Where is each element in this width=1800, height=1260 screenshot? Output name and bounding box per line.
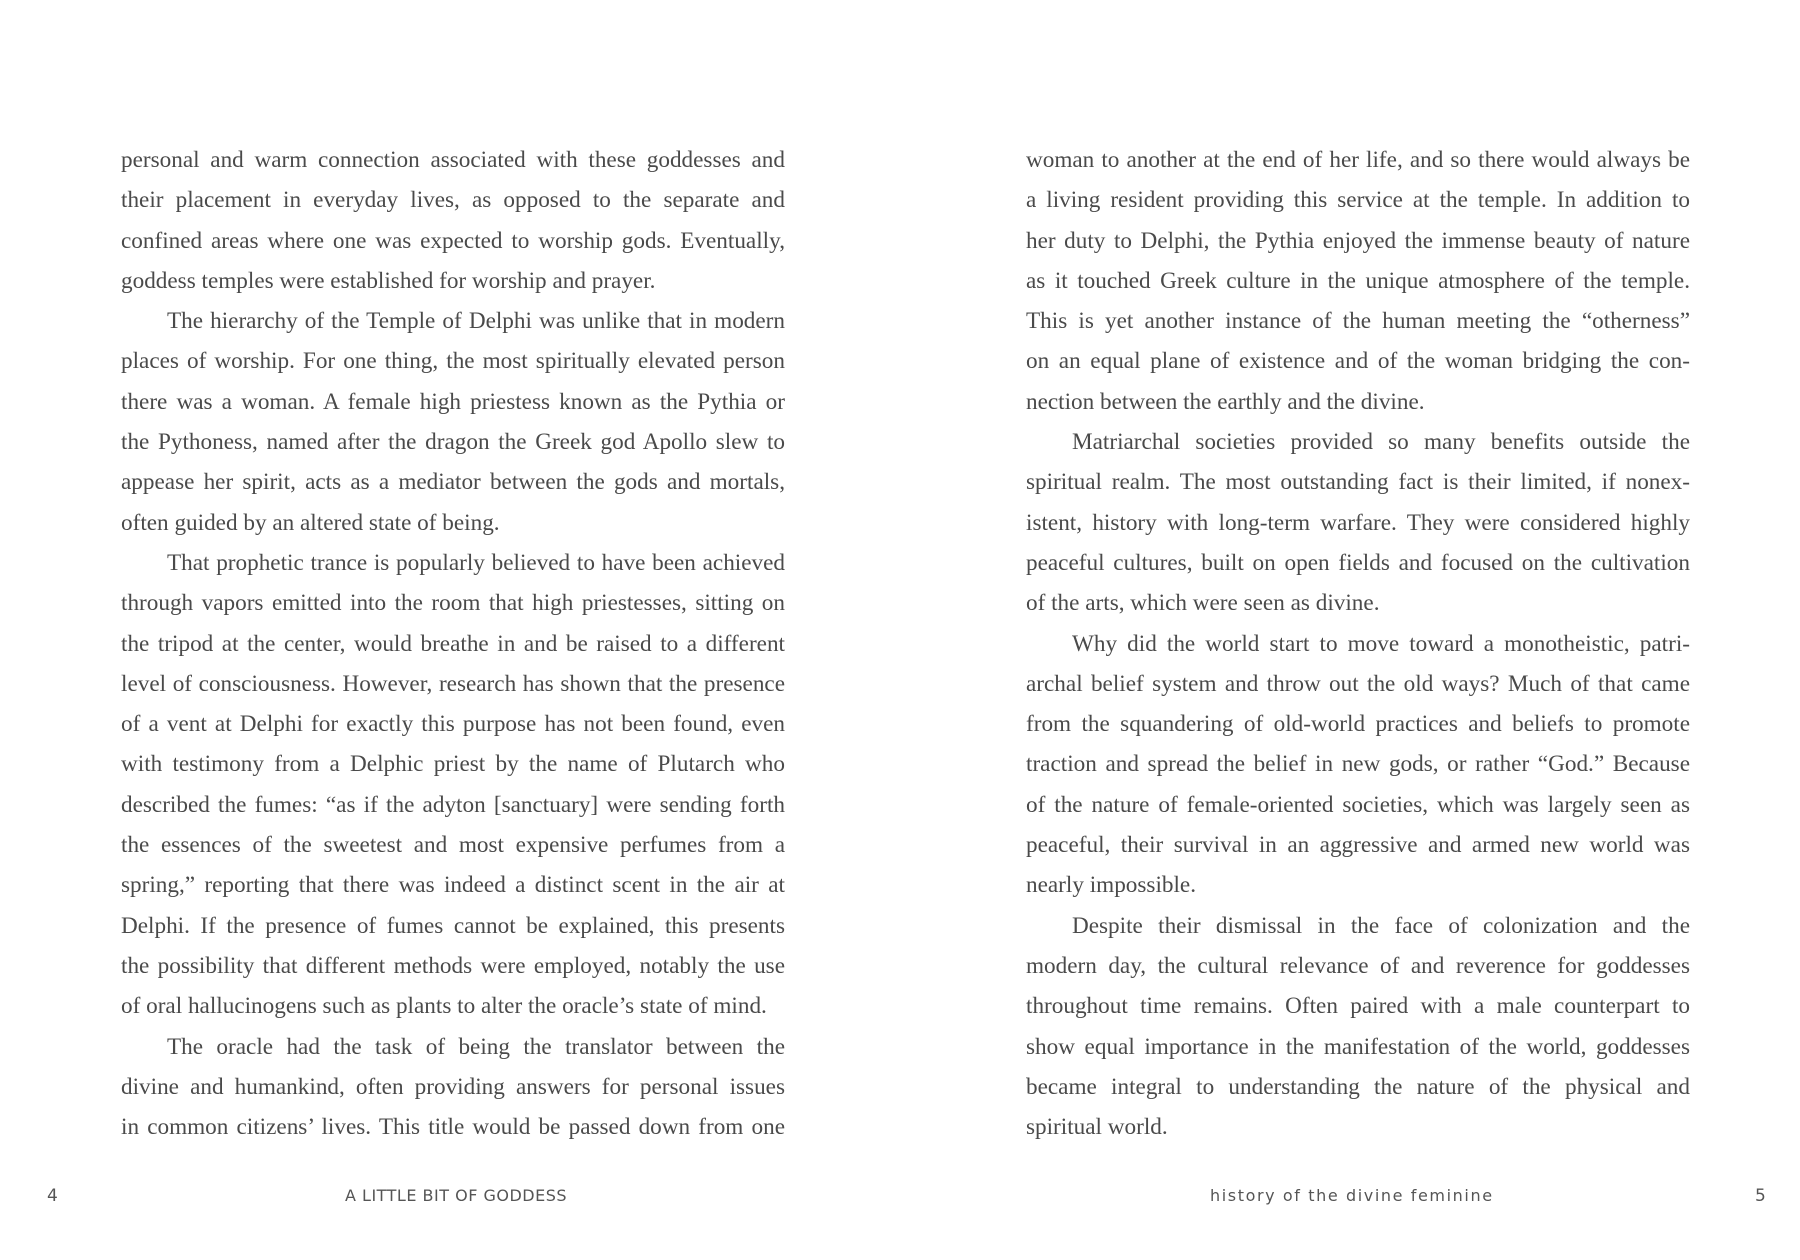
text-line: through vapors emitted into the room that high priestesses, sitting on [121,590,785,617]
text-line: Matriarchal societies provided so many benefits outside the [1072,429,1690,456]
text-line: the tripod at the center, would breathe in and be raised to a different [121,630,785,657]
text-line: described the fumes: “as if the adyton [sanctuary] were sending forth [121,791,785,818]
text-line: woman to another at the end of her life, and so there would always be [1026,147,1690,173]
text-line: of a vent at Delphi for exactly this purpose has not been found, even [121,711,785,738]
text-line: on an equal plane of existence and of the woman bridging the con- [1026,348,1690,375]
text-line: their placement in everyday lives, as opposed to the separate and [121,187,785,214]
page-number-right: 5 [1755,1186,1766,1206]
text-line: the possibility that different methods were employed, notably the use [121,952,785,979]
text-line: the Pythoness, named after the dragon the Greek god Apollo slew to [121,429,785,456]
text-line: spiritual realm. The most outstanding fact is their limited, if nonex- [1026,469,1690,496]
right-page [900,0,1800,1260]
text-line: Delphi. If the presence of fumes cannot be explained, this presents [121,912,785,939]
text-line: with testimony from a Delphic priest by the name of Plutarch who [121,751,785,778]
text-line: The oracle had the task of being the translator between the [167,1033,785,1060]
text-line: throughout time remains. Often paired with a male counterpart to [1026,993,1690,1020]
text-line: The hierarchy of the Temple of Delphi was unlike that in modern [167,308,785,335]
text-line: modern day, the cultural relevance of and reverence for goddesses [1026,952,1690,979]
text-line: nection between the earthly and the divine. [1026,388,1425,415]
text-line: nearly impossible. [1026,872,1197,899]
text-line: appease her spirit, acts as a mediator between the gods and mortals, [121,469,785,496]
text-line: divine and humankind, often providing answers for personal issues [121,1073,785,1100]
text-line: of the nature of female-oriented societies, which was largely seen as [1026,791,1690,818]
text-line: This is yet another instance of the human meeting the “otherness” [1026,308,1690,335]
left-body-text [121,140,785,1147]
text-line: archal belief system and throw out the old ways? Much of that came [1026,670,1690,697]
text-line: istent, history with long-term warfare. They were considered highly [1026,509,1690,536]
text-line: as it touched Greek culture in the unique atmosphere of the temple. [1026,267,1690,294]
text-line: confined areas where one was expected to worship gods. Eventually, [121,227,785,254]
text-line: of oral hallucinogens such as plants to alter the oracle’s state of mind. [121,993,767,1020]
text-line: peaceful cultures, built on open fields and focused on the cultivation [1026,549,1690,576]
text-line: peaceful, their survival in an aggressive and armed new world was [1026,832,1690,859]
text-line: from the squandering of old-world practices and beliefs to promote [1026,711,1690,738]
text-line: level of consciousness. However, research has shown that the presence [121,670,785,697]
text-line: traction and spread the belief in new gods, or rather “God.” Because [1026,751,1690,778]
text-line: a living resident providing this service at the temple. In addition to [1026,187,1690,214]
running-head-chapter-title: history of the divine feminine [1210,1186,1494,1205]
text-line: That prophetic trance is popularly believed to have been achieved [167,549,785,576]
text-line: of the arts, which were seen as divine. [1026,590,1380,617]
text-line: there was a woman. A female high priestess known as the Pythia or [121,388,785,415]
text-line: Despite their dismissal in the face of colonization and the [1072,912,1690,939]
running-head-book-title: A LITTLE BIT OF GODDESS [345,1186,568,1205]
text-line: the essences of the sweetest and most expensive perfumes from a [121,832,785,859]
text-line: personal and warm connection associated with these goddesses and [121,147,785,173]
text-line: became integral to understanding the nature of the physical and [1026,1073,1690,1100]
text-line: her duty to Delphi, the Pythia enjoyed the immense beauty of nature [1026,227,1690,254]
right-body-text [1026,140,1690,1147]
text-line: spiritual world. [1026,1114,1168,1141]
text-line: Why did the world start to move toward a monotheistic, patri- [1072,630,1690,657]
text-line: spring,” reporting that there was indeed a distinct scent in the air at [121,872,785,899]
text-line: goddess temples were established for worship and prayer. [121,267,656,294]
text-line: show equal importance in the manifestation of the world, goddesses [1026,1033,1690,1060]
page-number-left: 4 [47,1186,58,1206]
text-line: often guided by an altered state of being. [121,509,500,536]
text-line: in common citizens’ lives. This title would be passed down from one [121,1114,785,1141]
text-line: places of worship. For one thing, the most spiritually elevated person [121,348,785,375]
